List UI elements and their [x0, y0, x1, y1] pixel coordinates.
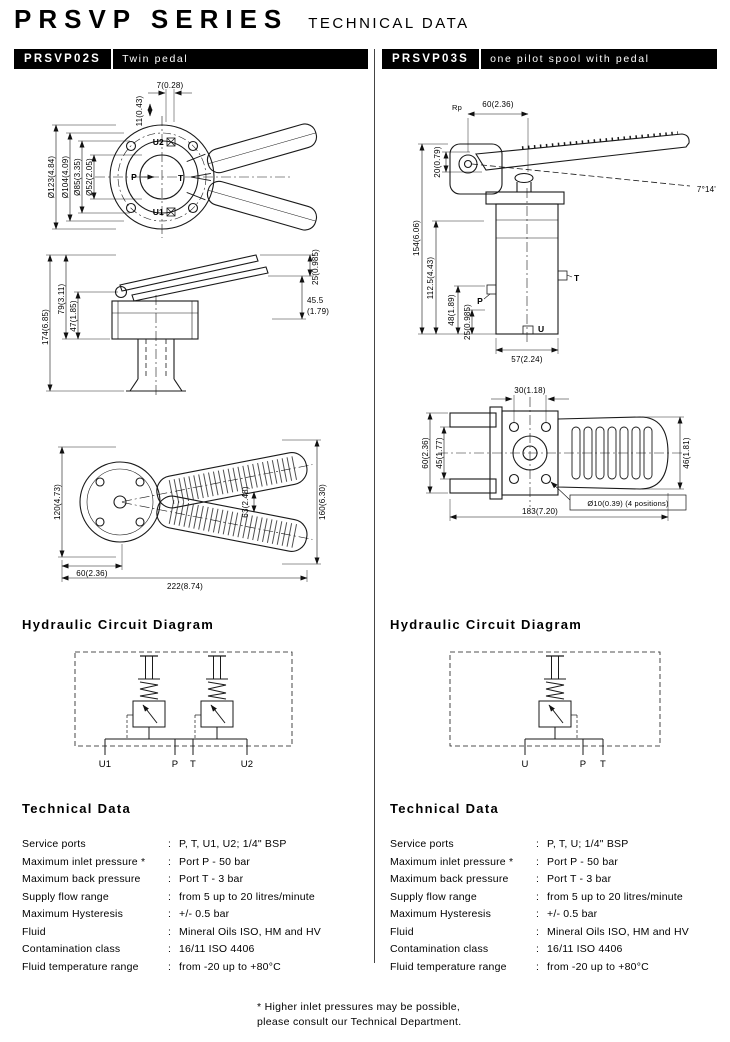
- port-label: P: [477, 296, 483, 306]
- model-bar-prsvp02s: [14, 49, 368, 69]
- circuit-port-label: T: [189, 759, 197, 770]
- drawing-twin-pedal-bottom-view: [20, 412, 360, 592]
- spec-value: +/- 0.5 bar: [547, 908, 598, 920]
- spec-colon: :: [536, 943, 540, 955]
- circuit-port-label: P: [579, 759, 587, 770]
- dim-label: 120(4.73): [53, 483, 62, 521]
- spec-colon: :: [168, 890, 172, 903]
- table-row: [22, 871, 374, 889]
- side-view-dimensions: [46, 255, 314, 391]
- dim-label: Ø52(2.05): [85, 158, 94, 196]
- page-title: PRSVP SERIES: [14, 4, 289, 34]
- table-row: [390, 924, 730, 942]
- spec-colon: :: [536, 855, 540, 868]
- spec-value: from -20 up to +80°C: [547, 960, 649, 973]
- port-label: T: [178, 173, 184, 183]
- dim-label: Ø10(0.39) (4 positions): [587, 499, 669, 508]
- side-view-outline: [112, 255, 268, 397]
- spec-value: from 5 up to 20 litres/minute: [547, 890, 683, 903]
- section-technical-data-left: Technical Data: [22, 801, 131, 816]
- footnote-line: please consult our Technical Department.: [257, 1016, 462, 1028]
- side-view-outline: [450, 133, 690, 344]
- table-row: [22, 854, 374, 872]
- circuit-port-label: U2: [240, 759, 254, 770]
- circuit-port-label: U1: [98, 759, 112, 770]
- spec-value: Port T - 3 bar: [547, 873, 612, 885]
- dim-label: 57(2.24): [511, 355, 543, 364]
- spec-colon: :: [536, 890, 540, 903]
- dim-label: 20(0.79): [433, 146, 442, 178]
- table-row: [22, 836, 374, 854]
- dim-label: Ø123(4.84): [47, 155, 56, 199]
- table-row: [22, 924, 374, 942]
- dim-label: 154(6.06): [412, 219, 421, 257]
- dim-label: 11(0.43): [135, 95, 144, 127]
- dim-label: 46(1.81): [682, 437, 691, 469]
- footnote: [257, 1000, 461, 1030]
- spec-label: Maximum Hysteresis: [390, 908, 492, 920]
- spec-colon: :: [168, 873, 172, 885]
- spec-table-prsvp03s: [390, 836, 730, 976]
- circuit-port-label: U: [521, 759, 529, 770]
- spec-label: Supply flow range: [22, 890, 109, 903]
- table-row: [390, 836, 730, 854]
- dim-label: 60(2.36): [421, 437, 430, 469]
- dim-label: 222(8.74): [166, 582, 204, 591]
- valve-1: [127, 656, 165, 739]
- model-bar-prsvp03s: [382, 49, 717, 69]
- column-divider: [374, 49, 375, 963]
- spec-label: Maximum inlet pressure *: [22, 855, 146, 868]
- section-hydraulic-circuit-right: Hydraulic Circuit Diagram: [390, 617, 583, 632]
- spec-label: Fluid temperature range: [22, 960, 139, 973]
- circuit-symbols: [450, 652, 660, 755]
- spec-label: Service ports: [22, 838, 86, 850]
- hydraulic-circuit-twin-pedal: [20, 643, 360, 778]
- spec-colon: :: [168, 908, 172, 920]
- table-row: [22, 906, 374, 924]
- dim-label: 79(3.11): [57, 283, 66, 315]
- port-label: T: [574, 273, 580, 283]
- spec-label: Supply flow range: [390, 890, 477, 903]
- circuit-port-label: P: [171, 759, 179, 770]
- dim-label: 48(1.89): [447, 294, 456, 326]
- spec-colon: :: [536, 908, 540, 920]
- spec-colon: :: [536, 925, 540, 938]
- valve-2: [195, 656, 233, 739]
- spec-value: 16/11 ISO 4406: [547, 943, 623, 955]
- bottom-view-outline: [80, 449, 315, 555]
- spec-colon: :: [536, 960, 540, 973]
- dim-label: 174(6.85): [41, 308, 50, 346]
- spec-label: Maximum inlet pressure *: [390, 855, 514, 868]
- spec-colon: :: [168, 838, 172, 850]
- spec-value: +/- 0.5 bar: [179, 908, 230, 920]
- model-variant: Twin pedal: [122, 53, 189, 65]
- spec-value: Mineral Oils ISO, HM and HV: [547, 925, 689, 938]
- spec-colon: :: [536, 838, 540, 850]
- spec-table-prsvp02s: [22, 836, 374, 976]
- spec-colon: :: [168, 925, 172, 938]
- dim-label: 160(6.30): [318, 483, 327, 521]
- table-row: [390, 941, 730, 959]
- page-subtitle: TECHNICAL DATA: [308, 15, 470, 32]
- dim-label: 60(2.36): [482, 100, 514, 109]
- dim-label: Ø85(3.35): [73, 158, 82, 196]
- dim-label: 25(0.985): [463, 303, 472, 341]
- dim-label: 25(0.985): [311, 248, 320, 286]
- section-hydraulic-circuit-left: Hydraulic Circuit Diagram: [22, 617, 215, 632]
- spec-label: Maximum back pressure: [390, 873, 509, 885]
- spec-colon: :: [168, 960, 172, 973]
- table-row: [390, 889, 730, 907]
- dim-label: 45.5: [307, 296, 324, 305]
- top-view-outline: [95, 116, 319, 238]
- table-row: [390, 871, 730, 889]
- dim-label: (1.79): [307, 307, 330, 316]
- dim-label: 63(2.48): [241, 486, 250, 518]
- spec-value: Port P - 50 bar: [179, 855, 251, 868]
- footnote-line: * Higher inlet pressures may be possible,: [257, 1001, 461, 1013]
- spec-label: Fluid temperature range: [390, 960, 507, 973]
- port-label: U: [538, 324, 545, 334]
- spec-colon: :: [536, 873, 540, 885]
- spec-label: Contamination class: [390, 943, 489, 955]
- dim-label: 112.5(4.43): [426, 256, 435, 300]
- dim-label: 60(2.36): [76, 569, 108, 578]
- circuit-symbols: [75, 652, 292, 755]
- valve-1: [539, 656, 577, 739]
- dim-label: 7(0.28): [156, 81, 184, 90]
- dim-label: 30(1.18): [514, 386, 546, 395]
- spec-value: Port P - 50 bar: [547, 855, 619, 868]
- section-technical-data-right: Technical Data: [390, 801, 499, 816]
- dim-label: 45(1.77): [435, 437, 444, 469]
- spec-label: Contamination class: [22, 943, 121, 955]
- table-row: [22, 959, 374, 977]
- model-name: PRSVP03S: [392, 53, 470, 65]
- model-name: PRSVP02S: [24, 53, 102, 65]
- spec-label: Maximum Hysteresis: [22, 908, 124, 920]
- spec-label: Fluid: [390, 925, 414, 938]
- drawing-pilot-spool-side-view: [390, 88, 720, 370]
- port-label: U1: [152, 207, 164, 217]
- spec-value: P, T, U1, U2; 1/4" BSP: [179, 838, 287, 850]
- spec-label: Fluid: [22, 925, 46, 938]
- port-label: P: [131, 172, 137, 182]
- spec-label: Service ports: [390, 838, 454, 850]
- spec-colon: :: [168, 943, 172, 955]
- spec-value: from 5 up to 20 litres/minute: [179, 890, 315, 903]
- spec-colon: :: [168, 855, 172, 868]
- dim-label: 47(1.85): [69, 300, 78, 332]
- spec-value: P, T, U; 1/4" BSP: [547, 838, 629, 850]
- model-variant: one pilot spool with pedal: [490, 53, 650, 65]
- port-label: U2: [152, 137, 164, 147]
- spec-value: Mineral Oils ISO, HM and HV: [179, 925, 321, 938]
- drawing-twin-pedal-side-view: [20, 243, 360, 401]
- spec-label: Maximum back pressure: [22, 873, 141, 885]
- dim-label: 183(7.20): [521, 507, 559, 516]
- table-row: [390, 906, 730, 924]
- spec-value: from -20 up to +80°C: [179, 960, 281, 973]
- drawing-twin-pedal-top-view: [20, 78, 360, 240]
- table-row: [22, 889, 374, 907]
- table-row: [22, 941, 374, 959]
- angle-label: 7°14': [696, 185, 716, 194]
- spec-value: Port T - 3 bar: [179, 873, 244, 885]
- dim-label: Ø104(4.09): [61, 155, 70, 199]
- table-row: [390, 854, 730, 872]
- hydraulic-circuit-pilot-spool: [390, 643, 720, 778]
- table-row: [390, 959, 730, 977]
- page-header: [14, 4, 470, 35]
- pivot-label: Rp: [452, 103, 462, 112]
- spec-value: 16/11 ISO 4406: [179, 943, 255, 955]
- drawing-pilot-spool-top-view: [390, 383, 720, 525]
- circuit-port-label: T: [599, 759, 607, 770]
